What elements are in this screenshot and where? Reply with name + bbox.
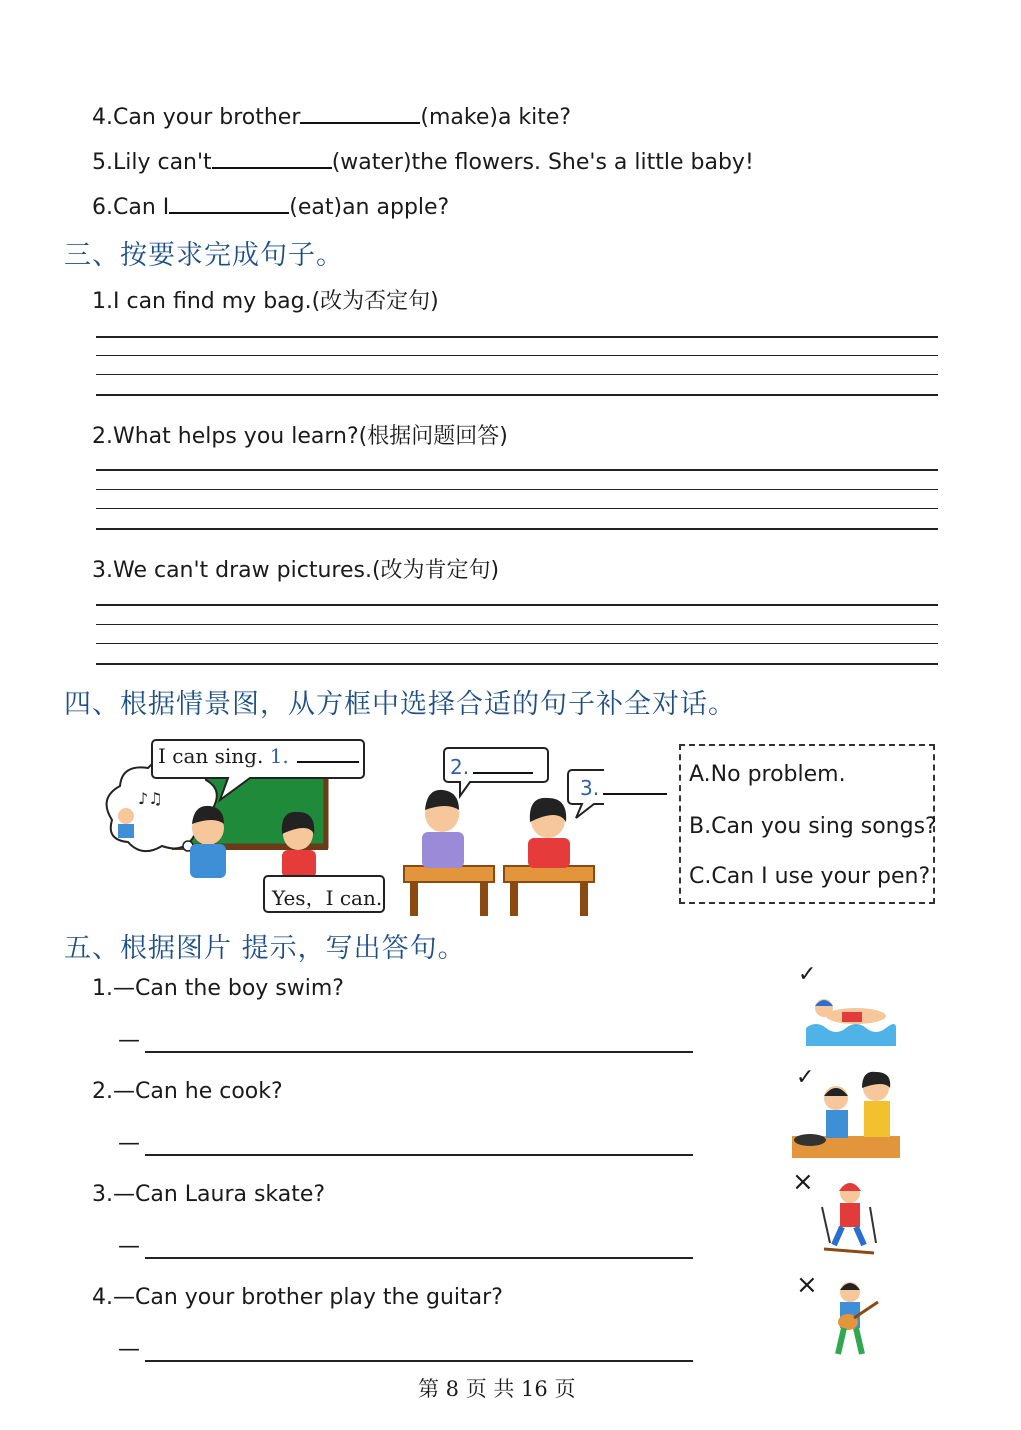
- skating-picture: [812, 1177, 880, 1255]
- option-c: C.Can I use your pen?: [689, 864, 931, 889]
- answer-line-1[interactable]: [145, 1051, 693, 1053]
- bubble-1-text: I can sing. 1.: [158, 744, 359, 768]
- guitar-picture: [826, 1278, 882, 1364]
- section5-question-1: 1.—Can the boy swim?: [92, 976, 344, 1001]
- section3-item-2: 2.What helps you learn?(根据问题回答): [92, 424, 508, 449]
- answer-dash: —: [118, 1234, 140, 1259]
- bubble-1-blank[interactable]: [297, 747, 359, 763]
- fill-item-4: 4.Can your brother (make)a kite?: [92, 105, 572, 130]
- bubble-2-text: 2.: [450, 755, 533, 779]
- answer-blank[interactable]: [300, 104, 420, 124]
- page-footer: 第 8 页 共 16 页: [418, 1377, 576, 1401]
- section5-question-2: 2.—Can he cook?: [92, 1079, 283, 1104]
- option-a: A.No problem.: [689, 762, 846, 787]
- fill-item-6: 6.Can I (eat)an apple?: [92, 195, 450, 220]
- answer-dash: —: [118, 1337, 140, 1362]
- option-b: B.Can you sing songs?: [689, 814, 937, 839]
- svg-text:♪♫: ♪♫: [138, 789, 163, 808]
- bubble-yes-text: Yes，I can.: [272, 886, 383, 910]
- section5-title: 五、根据图片 提示，写出答句。: [64, 933, 466, 964]
- bubble-3-blank[interactable]: [603, 779, 667, 795]
- answer-dash: —: [118, 1028, 140, 1053]
- answer-blank[interactable]: [169, 194, 289, 214]
- section4-title: 四、根据情景图，从方框中选择合适的句子补全对话。: [64, 689, 736, 720]
- answer-line-2[interactable]: [145, 1154, 693, 1156]
- section5-question-4: 4.—Can your brother play the guitar?: [92, 1285, 503, 1310]
- bubble-2-blank[interactable]: [473, 758, 533, 774]
- check-mark-1: ✓: [798, 962, 817, 987]
- cross-mark-3: ×: [792, 1167, 814, 1197]
- answer-blank[interactable]: [212, 149, 332, 169]
- section3-item-1: 1.I can find my bag.(改为否定句): [92, 289, 439, 314]
- cooking-picture: [792, 1068, 900, 1158]
- check-mark-2: ✓: [796, 1065, 815, 1090]
- swimming-picture: [802, 988, 898, 1050]
- bubble-3-text: 3.: [580, 776, 667, 800]
- section5-question-3: 3.—Can Laura skate?: [92, 1182, 326, 1207]
- fill-item-5: 5.Lily can't (water)the flowers. She's a little baby!: [92, 150, 754, 175]
- answer-line-3[interactable]: [145, 1257, 693, 1259]
- section3-item-3: 3.We can't draw pictures.(改为肯定句): [92, 558, 500, 583]
- cross-mark-4: ×: [796, 1270, 818, 1300]
- answer-line-4[interactable]: [145, 1360, 693, 1362]
- answer-dash: —: [118, 1131, 140, 1156]
- options-box: [679, 744, 935, 904]
- section3-title: 三、按要求完成句子。: [64, 240, 344, 271]
